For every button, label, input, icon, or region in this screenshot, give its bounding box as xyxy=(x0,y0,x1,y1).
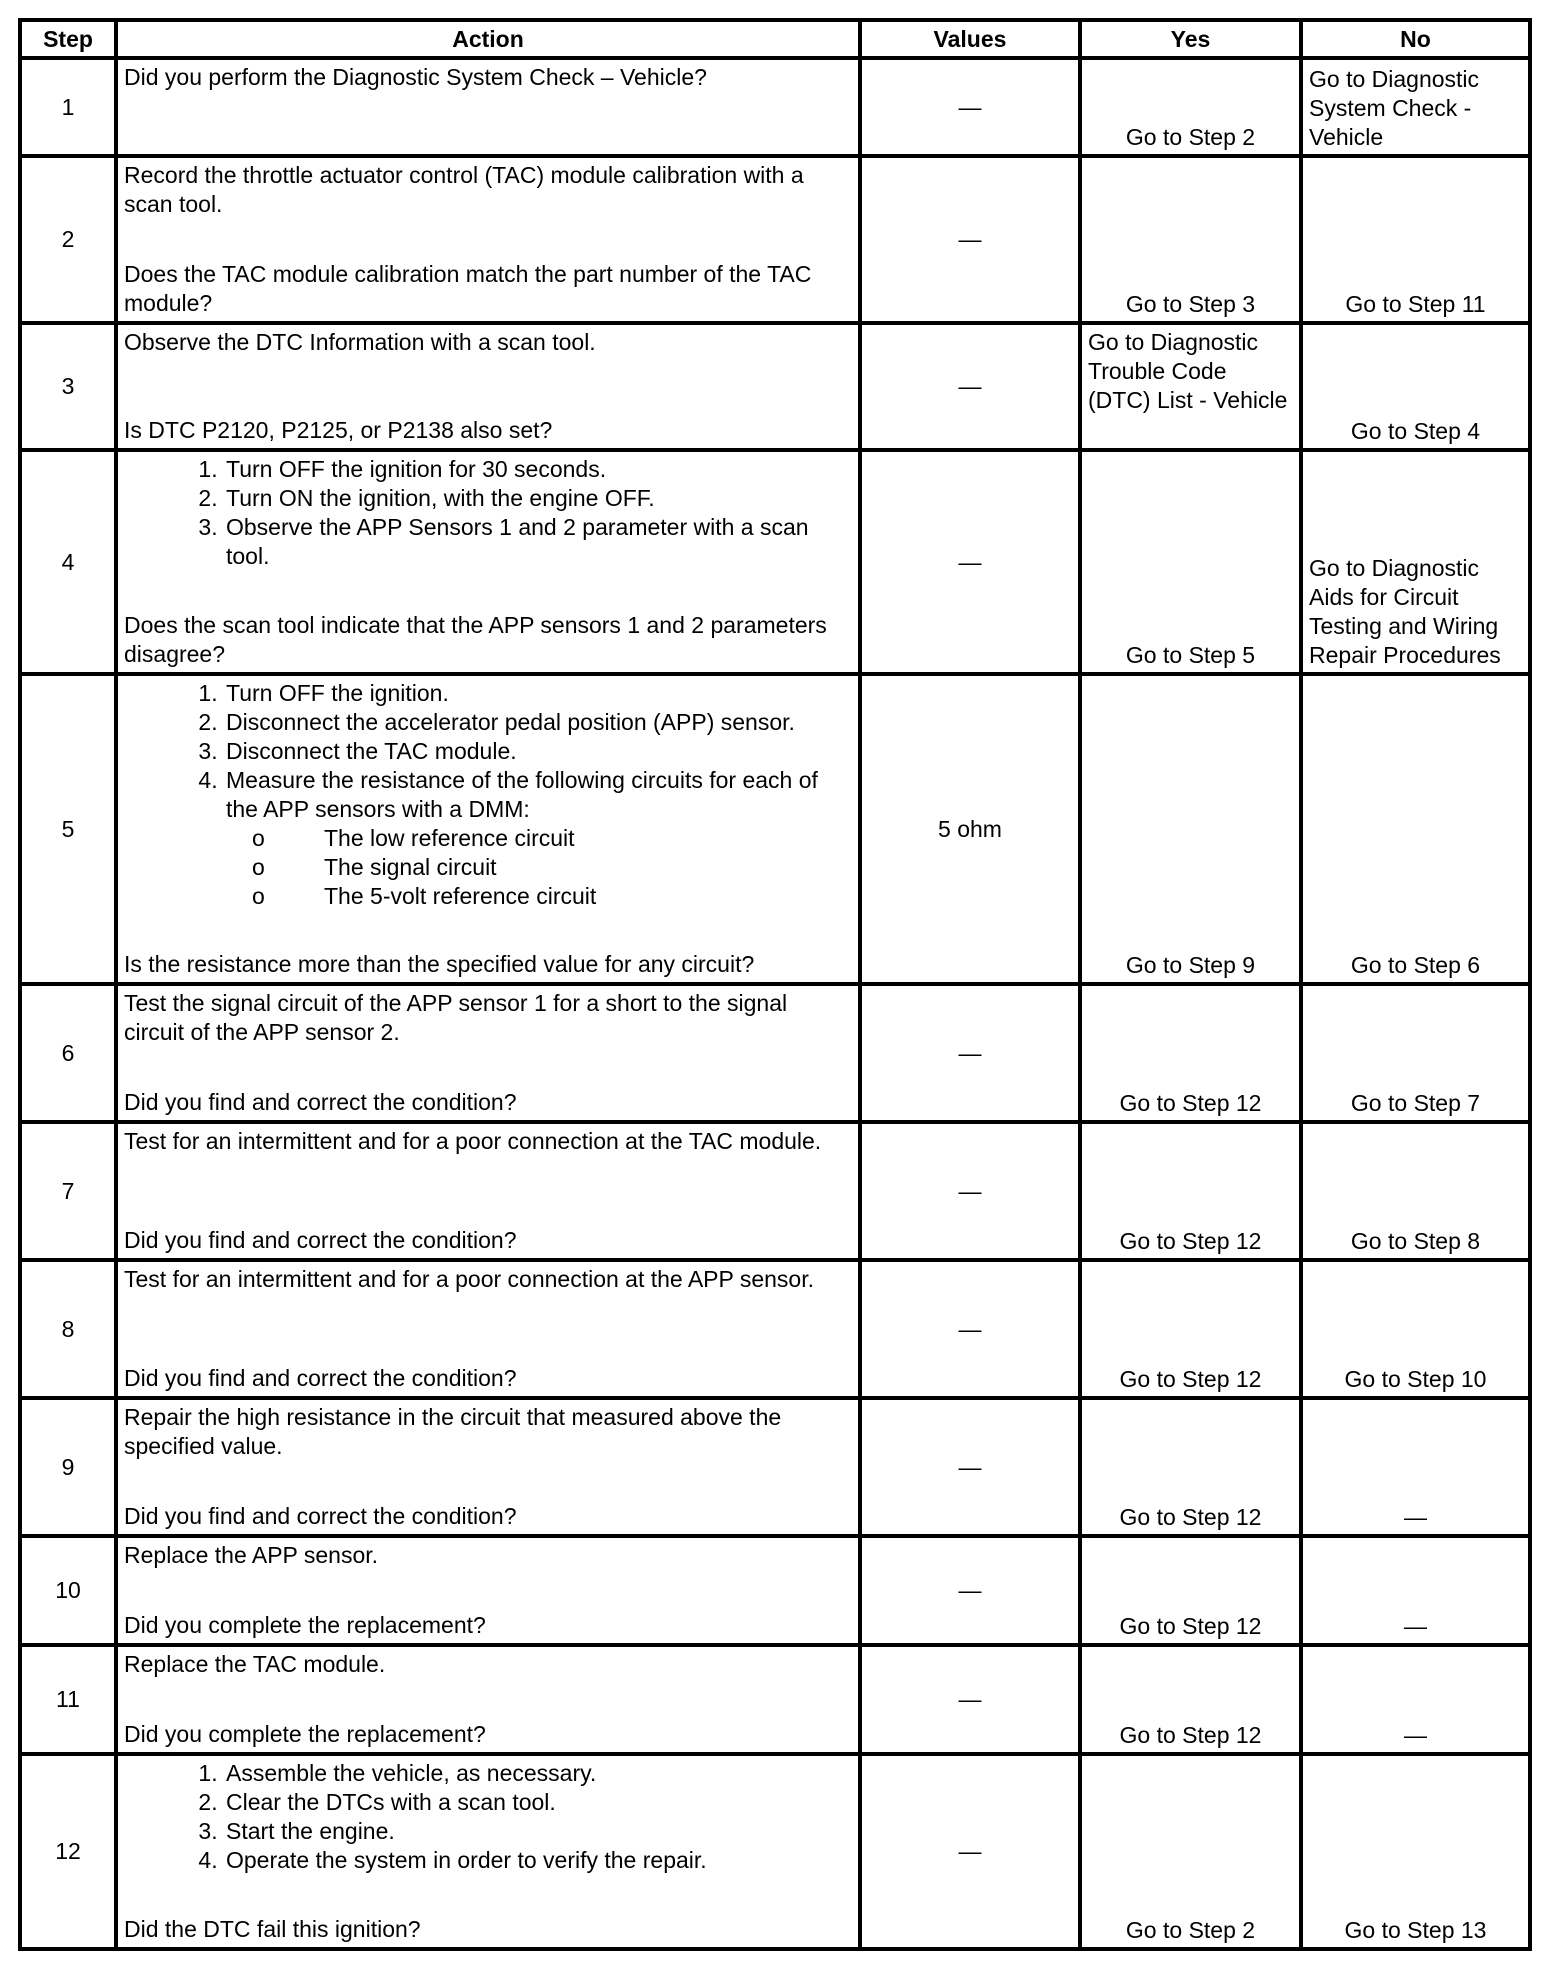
yes-cell: Go to Step 2 xyxy=(1080,58,1301,156)
action-cell xyxy=(116,450,860,674)
action-question: Did you find and correct the condition? xyxy=(124,1227,517,1253)
action-question: Is DTC P2120, P2125, or P2138 also set? xyxy=(124,417,553,443)
action-question: Did the DTC fail this ignition? xyxy=(124,1916,421,1942)
table-row xyxy=(20,450,1530,674)
step-number: 6 xyxy=(20,984,116,1122)
action-steps-list xyxy=(124,679,852,824)
no-cell: — xyxy=(1301,1536,1530,1645)
table-row xyxy=(20,1645,1530,1754)
yes-cell: Go to Step 12 xyxy=(1080,1122,1301,1260)
yes-cell: Go to Step 12 xyxy=(1080,1536,1301,1645)
step-number: 12 xyxy=(20,1754,116,1949)
value-cell: — xyxy=(860,323,1080,450)
action-question: Did you find and correct the condition? xyxy=(124,1503,517,1529)
action-intro: Test for an intermittent and for a poor connection at the TAC module. xyxy=(124,1128,822,1154)
yes-cell: Go to Step 12 xyxy=(1080,1645,1301,1754)
header-step: Step xyxy=(20,20,116,58)
list-item: 2. Turn ON the ignition, with the engine OFF. xyxy=(224,484,852,513)
list-item: 4. Operate the system in order to verify the repair. xyxy=(224,1846,852,1875)
step-number: 7 xyxy=(20,1122,116,1260)
action-intro: Test the signal circuit of the APP sensor 1 for a short to the signal circuit of the APP sensor 2. xyxy=(124,990,788,1045)
action-cell xyxy=(116,323,860,450)
table-row xyxy=(20,58,1530,156)
list-item: 2. Disconnect the accelerator pedal position (APP) sensor. xyxy=(224,708,852,737)
action-cell xyxy=(116,1398,860,1536)
table-row xyxy=(20,984,1530,1122)
no-cell: Go to Diagnostic System Check - Vehicle xyxy=(1301,58,1530,156)
no-cell: Go to Step 11 xyxy=(1301,156,1530,323)
no-cell: Go to Diagnostic Aids for Circuit Testing and Wiring Repair Procedures xyxy=(1301,450,1530,674)
value-cell: — xyxy=(860,58,1080,156)
table-row xyxy=(20,1754,1530,1949)
action-text: Did you perform the Diagnostic System Check – Vehicle? xyxy=(124,64,707,90)
action-intro: Repair the high resistance in the circuit that measured above the specified value. xyxy=(124,1404,782,1459)
yes-cell: Go to Step 2 xyxy=(1080,1754,1301,1949)
action-question: Is the resistance more than the specified value for any circuit? xyxy=(124,951,755,977)
diagnostic-table xyxy=(18,18,1532,1951)
action-cell xyxy=(116,1754,860,1949)
value-cell: — xyxy=(860,1122,1080,1260)
value-cell: — xyxy=(860,156,1080,323)
no-cell: Go to Step 4 xyxy=(1301,323,1530,450)
table-row xyxy=(20,1122,1530,1260)
action-cell xyxy=(116,1645,860,1754)
value-cell: — xyxy=(860,1645,1080,1754)
step-number: 9 xyxy=(20,1398,116,1536)
action-intro: Observe the DTC Information with a scan tool. xyxy=(124,329,596,355)
action-intro: Replace the APP sensor. xyxy=(124,1542,379,1568)
header-values: Values xyxy=(860,20,1080,58)
step-number: 1 xyxy=(20,58,116,156)
value-cell: — xyxy=(860,1536,1080,1645)
list-item: 2. Clear the DTCs with a scan tool. xyxy=(224,1788,852,1817)
step-number: 2 xyxy=(20,156,116,323)
table-row xyxy=(20,1260,1530,1398)
list-item: 1. Assemble the vehicle, as necessary. xyxy=(224,1759,852,1788)
sublist-item: o The low reference circuit xyxy=(324,824,852,853)
no-cell: Go to Step 10 xyxy=(1301,1260,1530,1398)
no-cell: — xyxy=(1301,1398,1530,1536)
value-cell: 5 ohm xyxy=(860,674,1080,984)
action-cell xyxy=(116,984,860,1122)
action-cell xyxy=(116,58,860,156)
action-cell xyxy=(116,674,860,984)
step-number: 8 xyxy=(20,1260,116,1398)
step-number: 3 xyxy=(20,323,116,450)
action-question: Did you complete the replacement? xyxy=(124,1612,486,1638)
value-cell: — xyxy=(860,450,1080,674)
action-steps-list xyxy=(124,1759,852,1875)
action-question: Did you complete the replacement? xyxy=(124,1721,486,1747)
yes-cell: Go to Step 12 xyxy=(1080,1260,1301,1398)
value-cell: — xyxy=(860,1260,1080,1398)
list-item: 3. Disconnect the TAC module. xyxy=(224,737,852,766)
list-item: 3. Start the engine. xyxy=(224,1817,852,1846)
table-row xyxy=(20,674,1530,984)
action-steps-list xyxy=(124,455,852,571)
yes-cell: Go to Step 12 xyxy=(1080,1398,1301,1536)
list-item: 1. Turn OFF the ignition. xyxy=(224,679,852,708)
action-cell xyxy=(116,1122,860,1260)
sublist-item: o The 5-volt reference circuit xyxy=(324,882,852,911)
yes-cell: Go to Step 3 xyxy=(1080,156,1301,323)
action-cell xyxy=(116,156,860,323)
step-number: 5 xyxy=(20,674,116,984)
action-intro: Record the throttle actuator control (TAC) module calibration with a scan tool. xyxy=(124,162,804,217)
yes-cell: Go to Diagnostic Trouble Code (DTC) List - Vehicle xyxy=(1080,323,1301,450)
value-cell: — xyxy=(860,984,1080,1122)
yes-cell: Go to Step 5 xyxy=(1080,450,1301,674)
step-number: 4 xyxy=(20,450,116,674)
table-row xyxy=(20,156,1530,323)
action-question: Does the scan tool indicate that the APP sensors 1 and 2 parameters disagree? xyxy=(124,612,827,667)
circuit-sublist xyxy=(124,824,852,911)
table-row xyxy=(20,323,1530,450)
table-row xyxy=(20,1398,1530,1536)
header-row xyxy=(20,20,1530,58)
action-question: Did you find and correct the condition? xyxy=(124,1365,517,1391)
no-cell: Go to Step 7 xyxy=(1301,984,1530,1122)
no-cell: Go to Step 13 xyxy=(1301,1754,1530,1949)
no-cell: — xyxy=(1301,1645,1530,1754)
action-cell xyxy=(116,1536,860,1645)
header-action: Action xyxy=(116,20,860,58)
action-question: Did you find and correct the condition? xyxy=(124,1089,517,1115)
table-row xyxy=(20,1536,1530,1645)
step-number: 10 xyxy=(20,1536,116,1645)
header-yes: Yes xyxy=(1080,20,1301,58)
no-cell: Go to Step 8 xyxy=(1301,1122,1530,1260)
no-cell: Go to Step 6 xyxy=(1301,674,1530,984)
step-number: 11 xyxy=(20,1645,116,1754)
action-question: Does the TAC module calibration match the part number of the TAC module? xyxy=(124,261,812,316)
yes-cell: Go to Step 12 xyxy=(1080,984,1301,1122)
value-cell: — xyxy=(860,1398,1080,1536)
action-intro: Test for an intermittent and for a poor connection at the APP sensor. xyxy=(124,1266,814,1292)
yes-cell: Go to Step 9 xyxy=(1080,674,1301,984)
list-item: 3. Observe the APP Sensors 1 and 2 parameter with a scan tool. xyxy=(224,513,852,571)
list-item: 1. Turn OFF the ignition for 30 seconds. xyxy=(224,455,852,484)
header-no: No xyxy=(1301,20,1530,58)
action-intro: Replace the TAC module. xyxy=(124,1651,386,1677)
value-cell: — xyxy=(860,1754,1080,1949)
sublist-item: o The signal circuit xyxy=(324,853,852,882)
list-item: 4. Measure the resistance of the following circuits for each of the APP sensors with a DMM: xyxy=(224,766,852,824)
action-cell xyxy=(116,1260,860,1398)
